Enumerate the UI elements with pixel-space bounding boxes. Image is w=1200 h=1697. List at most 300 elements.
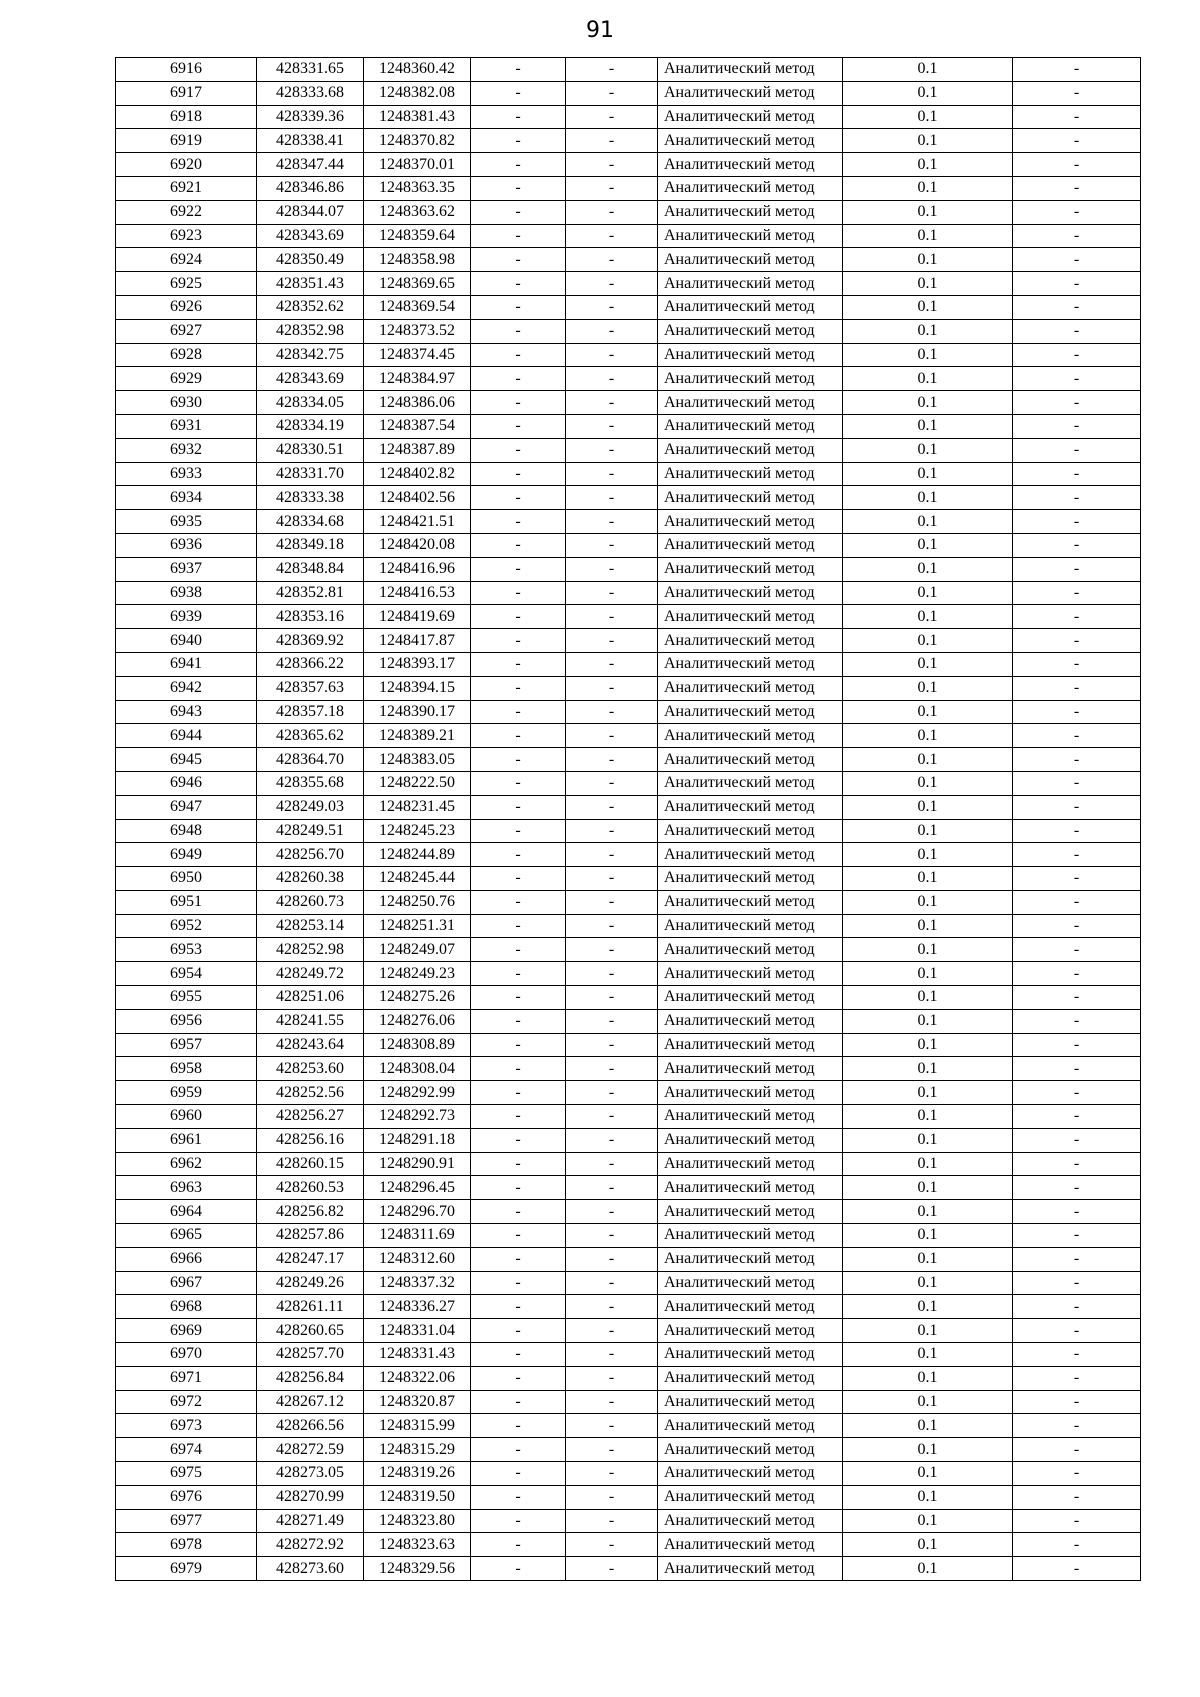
empty-value-cell: - [566, 367, 658, 391]
coordinate-x-cell: 428249.03 [257, 795, 364, 819]
empty-value-cell: - [566, 867, 658, 891]
method-cell: Аналитический метод [658, 1366, 843, 1390]
empty-value-cell: - [1013, 1414, 1141, 1438]
table-row [116, 629, 1141, 653]
accuracy-cell: 0.1 [843, 1343, 1013, 1367]
point-number-cell: 6941 [116, 652, 257, 676]
method-cell: Аналитический метод [658, 1509, 843, 1533]
coordinate-x-cell: 428357.63 [257, 676, 364, 700]
empty-value-cell: - [471, 510, 566, 534]
table-row [116, 1343, 1141, 1367]
empty-value-cell: - [471, 367, 566, 391]
coordinate-y-cell: 1248315.29 [364, 1438, 471, 1462]
table-row [116, 367, 1141, 391]
empty-value-cell: - [566, 1509, 658, 1533]
method-cell: Аналитический метод [658, 1009, 843, 1033]
accuracy-cell: 0.1 [843, 581, 1013, 605]
coordinate-y-cell: 1248296.45 [364, 1176, 471, 1200]
table-row [116, 1414, 1141, 1438]
empty-value-cell: - [471, 224, 566, 248]
empty-value-cell: - [471, 462, 566, 486]
coordinate-y-cell: 1248329.56 [364, 1557, 471, 1581]
point-number-cell: 6926 [116, 295, 257, 319]
accuracy-cell: 0.1 [843, 890, 1013, 914]
empty-value-cell: - [566, 81, 658, 105]
empty-value-cell: - [471, 1438, 566, 1462]
point-number-cell: 6966 [116, 1247, 257, 1271]
coordinate-x-cell: 428247.17 [257, 1247, 364, 1271]
coordinate-x-cell: 428257.70 [257, 1343, 364, 1367]
accuracy-cell: 0.1 [843, 414, 1013, 438]
empty-value-cell: - [471, 1557, 566, 1581]
method-cell: Аналитический метод [658, 1081, 843, 1105]
table-row [116, 581, 1141, 605]
empty-value-cell: - [1013, 1009, 1141, 1033]
coordinate-x-cell: 428252.98 [257, 938, 364, 962]
empty-value-cell: - [566, 581, 658, 605]
table-row [116, 533, 1141, 557]
method-cell: Аналитический метод [658, 557, 843, 581]
empty-value-cell: - [566, 176, 658, 200]
method-cell: Аналитический метод [658, 605, 843, 629]
point-number-cell: 6962 [116, 1152, 257, 1176]
accuracy-cell: 0.1 [843, 153, 1013, 177]
empty-value-cell: - [566, 1247, 658, 1271]
empty-value-cell: - [1013, 557, 1141, 581]
point-number-cell: 6934 [116, 486, 257, 510]
point-number-cell: 6951 [116, 890, 257, 914]
table-row [116, 867, 1141, 891]
table-row [116, 819, 1141, 843]
coordinate-x-cell: 428349.18 [257, 533, 364, 557]
empty-value-cell: - [566, 605, 658, 629]
table-row [116, 1319, 1141, 1343]
method-cell: Аналитический метод [658, 248, 843, 272]
table-row [116, 248, 1141, 272]
empty-value-cell: - [566, 58, 658, 82]
table-row [116, 1200, 1141, 1224]
empty-value-cell: - [1013, 1057, 1141, 1081]
point-number-cell: 6965 [116, 1224, 257, 1248]
accuracy-cell: 0.1 [843, 843, 1013, 867]
coordinate-x-cell: 428357.18 [257, 700, 364, 724]
empty-value-cell: - [1013, 1176, 1141, 1200]
coordinate-y-cell: 1248296.70 [364, 1200, 471, 1224]
empty-value-cell: - [1013, 1557, 1141, 1581]
empty-value-cell: - [566, 1366, 658, 1390]
accuracy-cell: 0.1 [843, 319, 1013, 343]
empty-value-cell: - [1013, 58, 1141, 82]
empty-value-cell: - [566, 272, 658, 296]
accuracy-cell: 0.1 [843, 343, 1013, 367]
coordinate-y-cell: 1248251.31 [364, 914, 471, 938]
table-row [116, 1105, 1141, 1129]
coordinate-y-cell: 1248358.98 [364, 248, 471, 272]
empty-value-cell: - [566, 795, 658, 819]
empty-value-cell: - [566, 1200, 658, 1224]
method-cell: Аналитический метод [658, 58, 843, 82]
empty-value-cell: - [1013, 652, 1141, 676]
coordinate-y-cell: 1248382.08 [364, 81, 471, 105]
empty-value-cell: - [471, 1247, 566, 1271]
empty-value-cell: - [471, 1509, 566, 1533]
empty-value-cell: - [566, 1271, 658, 1295]
accuracy-cell: 0.1 [843, 557, 1013, 581]
point-number-cell: 6930 [116, 391, 257, 415]
point-number-cell: 6960 [116, 1105, 257, 1129]
empty-value-cell: - [1013, 129, 1141, 153]
method-cell: Аналитический метод [658, 581, 843, 605]
table-row [116, 105, 1141, 129]
empty-value-cell: - [1013, 867, 1141, 891]
coordinate-y-cell: 1248419.69 [364, 605, 471, 629]
coordinate-x-cell: 428365.62 [257, 724, 364, 748]
coordinate-y-cell: 1248386.06 [364, 391, 471, 415]
empty-value-cell: - [471, 58, 566, 82]
coordinate-y-cell: 1248363.62 [364, 200, 471, 224]
point-number-cell: 6949 [116, 843, 257, 867]
method-cell: Аналитический метод [658, 700, 843, 724]
empty-value-cell: - [1013, 1462, 1141, 1486]
coordinate-y-cell: 1248402.82 [364, 462, 471, 486]
accuracy-cell: 0.1 [843, 1033, 1013, 1057]
table-row [116, 462, 1141, 486]
accuracy-cell: 0.1 [843, 652, 1013, 676]
empty-value-cell: - [566, 105, 658, 129]
empty-value-cell: - [1013, 1319, 1141, 1343]
method-cell: Аналитический метод [658, 938, 843, 962]
empty-value-cell: - [471, 272, 566, 296]
accuracy-cell: 0.1 [843, 724, 1013, 748]
method-cell: Аналитический метод [658, 867, 843, 891]
point-number-cell: 6959 [116, 1081, 257, 1105]
coordinate-x-cell: 428369.92 [257, 629, 364, 653]
accuracy-cell: 0.1 [843, 605, 1013, 629]
method-cell: Аналитический метод [658, 1414, 843, 1438]
point-number-cell: 6967 [116, 1271, 257, 1295]
empty-value-cell: - [1013, 819, 1141, 843]
empty-value-cell: - [471, 748, 566, 772]
coordinate-y-cell: 1248394.15 [364, 676, 471, 700]
point-number-cell: 6925 [116, 272, 257, 296]
method-cell: Аналитический метод [658, 319, 843, 343]
accuracy-cell: 0.1 [843, 81, 1013, 105]
accuracy-cell: 0.1 [843, 295, 1013, 319]
method-cell: Аналитический метод [658, 1033, 843, 1057]
method-cell: Аналитический метод [658, 510, 843, 534]
empty-value-cell: - [471, 605, 566, 629]
coordinate-x-cell: 428334.68 [257, 510, 364, 534]
accuracy-cell: 0.1 [843, 486, 1013, 510]
accuracy-cell: 0.1 [843, 938, 1013, 962]
empty-value-cell: - [471, 1224, 566, 1248]
method-cell: Аналитический метод [658, 1271, 843, 1295]
empty-value-cell: - [471, 676, 566, 700]
coordinate-x-cell: 428266.56 [257, 1414, 364, 1438]
coordinate-y-cell: 1248416.96 [364, 557, 471, 581]
method-cell: Аналитический метод [658, 414, 843, 438]
accuracy-cell: 0.1 [843, 914, 1013, 938]
coordinate-x-cell: 428260.38 [257, 867, 364, 891]
coordinate-x-cell: 428251.06 [257, 986, 364, 1010]
method-cell: Аналитический метод [658, 1128, 843, 1152]
empty-value-cell: - [566, 486, 658, 510]
method-cell: Аналитический метод [658, 843, 843, 867]
coordinate-x-cell: 428267.12 [257, 1390, 364, 1414]
empty-value-cell: - [1013, 272, 1141, 296]
empty-value-cell: - [566, 1152, 658, 1176]
empty-value-cell: - [566, 1224, 658, 1248]
empty-value-cell: - [1013, 462, 1141, 486]
method-cell: Аналитический метод [658, 1295, 843, 1319]
empty-value-cell: - [1013, 1533, 1141, 1557]
empty-value-cell: - [566, 1319, 658, 1343]
empty-value-cell: - [471, 867, 566, 891]
empty-value-cell: - [566, 391, 658, 415]
empty-value-cell: - [1013, 986, 1141, 1010]
empty-value-cell: - [1013, 176, 1141, 200]
coordinate-y-cell: 1248250.76 [364, 890, 471, 914]
point-number-cell: 6940 [116, 629, 257, 653]
coordinate-y-cell: 1248331.04 [364, 1319, 471, 1343]
accuracy-cell: 0.1 [843, 771, 1013, 795]
coordinate-y-cell: 1248421.51 [364, 510, 471, 534]
point-number-cell: 6978 [116, 1533, 257, 1557]
accuracy-cell: 0.1 [843, 1390, 1013, 1414]
point-number-cell: 6957 [116, 1033, 257, 1057]
method-cell: Аналитический метод [658, 1152, 843, 1176]
coordinate-y-cell: 1248416.53 [364, 581, 471, 605]
table-row [116, 200, 1141, 224]
empty-value-cell: - [1013, 914, 1141, 938]
empty-value-cell: - [1013, 1247, 1141, 1271]
coordinate-y-cell: 1248245.23 [364, 819, 471, 843]
empty-value-cell: - [1013, 224, 1141, 248]
accuracy-cell: 0.1 [843, 676, 1013, 700]
empty-value-cell: - [471, 176, 566, 200]
empty-value-cell: - [566, 1390, 658, 1414]
empty-value-cell: - [471, 1343, 566, 1367]
point-number-cell: 6964 [116, 1200, 257, 1224]
accuracy-cell: 0.1 [843, 224, 1013, 248]
coordinate-y-cell: 1248370.01 [364, 153, 471, 177]
coordinate-y-cell: 1248231.45 [364, 795, 471, 819]
empty-value-cell: - [471, 938, 566, 962]
coordinate-x-cell: 428256.70 [257, 843, 364, 867]
coordinate-x-cell: 428256.27 [257, 1105, 364, 1129]
empty-value-cell: - [1013, 319, 1141, 343]
empty-value-cell: - [471, 105, 566, 129]
point-number-cell: 6938 [116, 581, 257, 605]
empty-value-cell: - [566, 248, 658, 272]
empty-value-cell: - [471, 795, 566, 819]
coordinate-y-cell: 1248312.60 [364, 1247, 471, 1271]
coordinate-x-cell: 428260.73 [257, 890, 364, 914]
point-number-cell: 6931 [116, 414, 257, 438]
empty-value-cell: - [1013, 1438, 1141, 1462]
accuracy-cell: 0.1 [843, 1462, 1013, 1486]
accuracy-cell: 0.1 [843, 1009, 1013, 1033]
coordinate-x-cell: 428333.38 [257, 486, 364, 510]
method-cell: Аналитический метод [658, 129, 843, 153]
empty-value-cell: - [1013, 391, 1141, 415]
coordinate-x-cell: 428338.41 [257, 129, 364, 153]
accuracy-cell: 0.1 [843, 58, 1013, 82]
table-row [116, 605, 1141, 629]
point-number-cell: 6972 [116, 1390, 257, 1414]
empty-value-cell: - [471, 1057, 566, 1081]
empty-value-cell: - [566, 510, 658, 534]
point-number-cell: 6917 [116, 81, 257, 105]
empty-value-cell: - [1013, 438, 1141, 462]
table-row [116, 724, 1141, 748]
table-row [116, 557, 1141, 581]
method-cell: Аналитический метод [658, 1343, 843, 1367]
coordinate-x-cell: 428249.26 [257, 1271, 364, 1295]
table-row [116, 914, 1141, 938]
method-cell: Аналитический метод [658, 176, 843, 200]
empty-value-cell: - [471, 1533, 566, 1557]
accuracy-cell: 0.1 [843, 1509, 1013, 1533]
accuracy-cell: 0.1 [843, 105, 1013, 129]
method-cell: Аналитический метод [658, 105, 843, 129]
empty-value-cell: - [1013, 367, 1141, 391]
table-row [116, 986, 1141, 1010]
accuracy-cell: 0.1 [843, 1128, 1013, 1152]
table-row [116, 1247, 1141, 1271]
empty-value-cell: - [566, 1533, 658, 1557]
coordinate-x-cell: 428256.84 [257, 1366, 364, 1390]
empty-value-cell: - [566, 153, 658, 177]
table-row [116, 1224, 1141, 1248]
coordinate-y-cell: 1248360.42 [364, 58, 471, 82]
point-number-cell: 6979 [116, 1557, 257, 1581]
empty-value-cell: - [566, 676, 658, 700]
empty-value-cell: - [471, 724, 566, 748]
table-body [116, 58, 1141, 1581]
empty-value-cell: - [471, 414, 566, 438]
point-number-cell: 6916 [116, 58, 257, 82]
empty-value-cell: - [1013, 962, 1141, 986]
table-row [116, 748, 1141, 772]
method-cell: Аналитический метод [658, 1319, 843, 1343]
empty-value-cell: - [566, 652, 658, 676]
empty-value-cell: - [566, 533, 658, 557]
empty-value-cell: - [471, 1366, 566, 1390]
point-number-cell: 6942 [116, 676, 257, 700]
empty-value-cell: - [1013, 771, 1141, 795]
method-cell: Аналитический метод [658, 1224, 843, 1248]
table-row [116, 81, 1141, 105]
accuracy-cell: 0.1 [843, 1366, 1013, 1390]
method-cell: Аналитический метод [658, 367, 843, 391]
method-cell: Аналитический метод [658, 272, 843, 296]
accuracy-cell: 0.1 [843, 986, 1013, 1010]
empty-value-cell: - [566, 557, 658, 581]
coordinate-y-cell: 1248323.63 [364, 1533, 471, 1557]
table-row [116, 1438, 1141, 1462]
empty-value-cell: - [566, 1414, 658, 1438]
accuracy-cell: 0.1 [843, 819, 1013, 843]
point-number-cell: 6919 [116, 129, 257, 153]
empty-value-cell: - [471, 700, 566, 724]
point-number-cell: 6921 [116, 176, 257, 200]
table-row [116, 676, 1141, 700]
coordinate-y-cell: 1248290.91 [364, 1152, 471, 1176]
point-number-cell: 6936 [116, 533, 257, 557]
coordinate-x-cell: 428343.69 [257, 367, 364, 391]
coordinate-x-cell: 428352.98 [257, 319, 364, 343]
accuracy-cell: 0.1 [843, 1485, 1013, 1509]
coordinate-x-cell: 428256.16 [257, 1128, 364, 1152]
coordinate-y-cell: 1248291.18 [364, 1128, 471, 1152]
accuracy-cell: 0.1 [843, 1152, 1013, 1176]
empty-value-cell: - [471, 1319, 566, 1343]
empty-value-cell: - [1013, 81, 1141, 105]
empty-value-cell: - [566, 819, 658, 843]
method-cell: Аналитический метод [658, 295, 843, 319]
table-row [116, 890, 1141, 914]
coordinate-x-cell: 428352.62 [257, 295, 364, 319]
empty-value-cell: - [471, 629, 566, 653]
point-number-cell: 6943 [116, 700, 257, 724]
empty-value-cell: - [566, 962, 658, 986]
empty-value-cell: - [566, 1295, 658, 1319]
table-row [116, 1557, 1141, 1581]
point-number-cell: 6961 [116, 1128, 257, 1152]
table-row [116, 319, 1141, 343]
coordinate-x-cell: 428366.22 [257, 652, 364, 676]
empty-value-cell: - [1013, 200, 1141, 224]
coordinate-x-cell: 428272.92 [257, 1533, 364, 1557]
empty-value-cell: - [566, 1128, 658, 1152]
point-number-cell: 6971 [116, 1366, 257, 1390]
method-cell: Аналитический метод [658, 986, 843, 1010]
method-cell: Аналитический метод [658, 962, 843, 986]
accuracy-cell: 0.1 [843, 700, 1013, 724]
coordinate-y-cell: 1248369.65 [364, 272, 471, 296]
coordinate-y-cell: 1248369.54 [364, 295, 471, 319]
coordinate-y-cell: 1248359.64 [364, 224, 471, 248]
coordinate-y-cell: 1248384.97 [364, 367, 471, 391]
empty-value-cell: - [471, 1390, 566, 1414]
coordinate-x-cell: 428352.81 [257, 581, 364, 605]
accuracy-cell: 0.1 [843, 1438, 1013, 1462]
point-number-cell: 6929 [116, 367, 257, 391]
table-row [116, 1295, 1141, 1319]
method-cell: Аналитический метод [658, 153, 843, 177]
coordinate-x-cell: 428344.07 [257, 200, 364, 224]
coordinate-y-cell: 1248336.27 [364, 1295, 471, 1319]
point-number-cell: 6944 [116, 724, 257, 748]
table-row [116, 1081, 1141, 1105]
method-cell: Аналитический метод [658, 1438, 843, 1462]
coordinate-x-cell: 428333.68 [257, 81, 364, 105]
coordinate-x-cell: 428253.60 [257, 1057, 364, 1081]
empty-value-cell: - [1013, 343, 1141, 367]
empty-value-cell: - [471, 652, 566, 676]
empty-value-cell: - [471, 1414, 566, 1438]
accuracy-cell: 0.1 [843, 1105, 1013, 1129]
empty-value-cell: - [471, 295, 566, 319]
empty-value-cell: - [471, 843, 566, 867]
coordinate-x-cell: 428252.56 [257, 1081, 364, 1105]
coordinate-y-cell: 1248389.21 [364, 724, 471, 748]
coordinate-y-cell: 1248402.56 [364, 486, 471, 510]
coordinate-y-cell: 1248393.17 [364, 652, 471, 676]
empty-value-cell: - [566, 890, 658, 914]
page-number: 91 [586, 18, 614, 43]
